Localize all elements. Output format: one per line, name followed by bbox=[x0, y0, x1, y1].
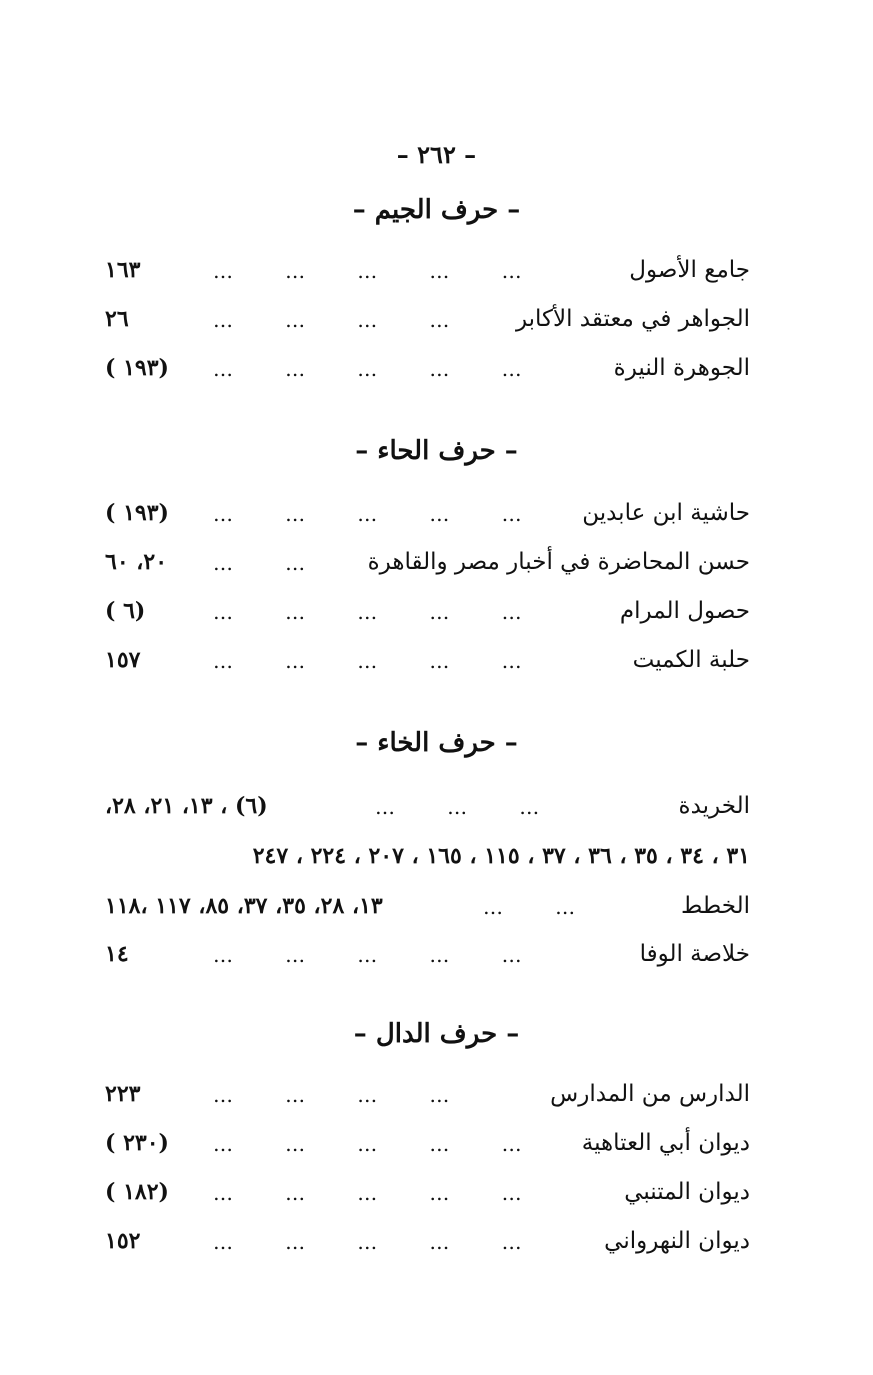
page-number: – ٢٦٢ – bbox=[396, 140, 477, 169]
entry-pages: (١٨٢ ) bbox=[105, 1179, 169, 1205]
index-entry bbox=[105, 306, 750, 342]
index-entry bbox=[105, 1179, 750, 1215]
leader-dots: … … … … … bbox=[213, 943, 524, 967]
index-entry bbox=[105, 941, 750, 977]
entry-title: ديوان المتنبي bbox=[624, 1179, 750, 1205]
leader-dots: … … … … … bbox=[213, 600, 524, 624]
entry-pages: (٦ ) bbox=[105, 598, 146, 624]
entry-pages: ٢٦ bbox=[105, 306, 129, 332]
index-entry bbox=[105, 893, 750, 929]
leader-dots: … … bbox=[213, 551, 308, 575]
index-entry bbox=[105, 549, 750, 585]
index-entry bbox=[105, 1130, 750, 1166]
entry-title: جامع الأصول bbox=[629, 257, 750, 283]
leader-dots: … … … … … bbox=[213, 502, 524, 526]
entry-pages: ١٣، ٢٨، ٣٥، ٣٧، ٨٥، ١١٧ ،١١٨ bbox=[105, 893, 383, 919]
entry-title: الخريدة bbox=[678, 793, 750, 819]
leader-dots: … … … … … bbox=[213, 1181, 524, 1205]
entry-pages: ١٦٣ bbox=[105, 257, 141, 283]
entry-pages: (١٩٣ ) bbox=[105, 500, 169, 526]
index-entry bbox=[105, 257, 750, 293]
entry-title: حصول المرام bbox=[619, 598, 750, 624]
entry-pages: ١٤ bbox=[105, 941, 129, 967]
leader-dots: … … bbox=[483, 895, 578, 919]
entry-pages: ٣١ ، ٣٤ ، ٣٥ ، ٣٦ ، ٣٧ ، ١١٥ ، ١٦٥ ، ٢٠٧ ، ٢٢٤ ، ٢٤٧ bbox=[252, 843, 750, 869]
entry-title: حلبة الكميت bbox=[632, 647, 750, 673]
leader-dots: … … … … … bbox=[213, 649, 524, 673]
entry-pages: ١٥٢ bbox=[105, 1228, 141, 1254]
entry-pages: ١٥٧ bbox=[105, 647, 141, 673]
leader-dots: … … … … bbox=[213, 1083, 452, 1107]
entry-title: الجواهر في معتقد الأكابر bbox=[515, 306, 750, 332]
index-entry bbox=[105, 598, 750, 634]
index-entry bbox=[105, 1228, 750, 1264]
leader-dots: … … … bbox=[375, 795, 542, 819]
section-heading-jeem: – حرف الجيم – bbox=[352, 195, 521, 225]
entry-pages: (١٩٣ ) bbox=[105, 355, 169, 381]
entry-title: الخطط bbox=[681, 893, 750, 919]
index-entry-continuation bbox=[105, 843, 750, 879]
entry-title: الدارس من المدارس bbox=[550, 1081, 750, 1107]
index-entry bbox=[105, 647, 750, 683]
index-entry bbox=[105, 355, 750, 391]
entry-title: ديوان أبي العتاهية bbox=[581, 1130, 750, 1156]
leader-dots: … … … … … bbox=[213, 357, 524, 381]
leader-dots: … … … … … bbox=[213, 259, 524, 283]
index-entry bbox=[105, 500, 750, 536]
entry-pages: (٦) ، ١٣، ٢١، ٢٨، bbox=[105, 793, 268, 819]
index-entry bbox=[105, 793, 750, 829]
entry-title: ديوان النهرواني bbox=[604, 1228, 750, 1254]
entry-title: خلاصة الوفا bbox=[639, 941, 750, 967]
entry-pages: (٢٣٠ ) bbox=[105, 1130, 169, 1156]
section-heading-daal: – حرف الدال – bbox=[353, 1019, 520, 1049]
index-entry bbox=[105, 1081, 750, 1117]
section-heading-khaa: – حرف الخاء – bbox=[355, 728, 518, 758]
leader-dots: … … … … … bbox=[213, 1230, 524, 1254]
entry-title: الجوهرة النيرة bbox=[613, 355, 750, 381]
entry-pages: ٢٠، ٦٠ bbox=[105, 549, 168, 575]
entry-title: حاشية ابن عابدين bbox=[582, 500, 750, 526]
leader-dots: … … … … … bbox=[213, 1132, 524, 1156]
section-heading-haa: – حرف الحاء – bbox=[355, 436, 518, 466]
entry-pages: ٢٢٣ bbox=[105, 1081, 141, 1107]
leader-dots: … … … … bbox=[213, 308, 452, 332]
entry-title: حسن المحاضرة في أخبار مصر والقاهرة bbox=[367, 549, 750, 575]
